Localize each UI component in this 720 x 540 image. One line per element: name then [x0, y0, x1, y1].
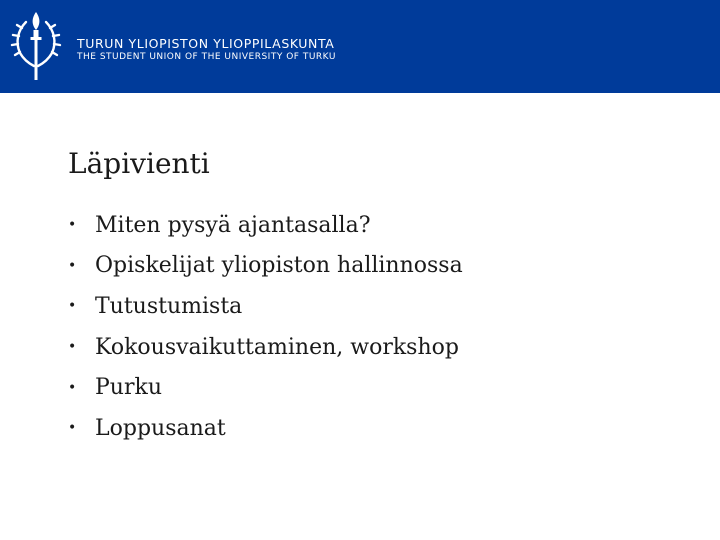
organization-name	[77, 36, 336, 63]
bullet-icon: •	[68, 379, 77, 396]
agenda-item-label: Loppusanat	[95, 415, 226, 441]
agenda-item	[68, 367, 463, 408]
agenda-list	[68, 205, 463, 449]
slide-title: Läpivienti	[68, 147, 210, 180]
bullet-icon: •	[68, 339, 77, 356]
bullet-icon: •	[68, 257, 77, 274]
bullet-icon: •	[68, 217, 77, 234]
organization-name-fi: TURUN YLIOPISTON YLIOPPILASKUNTA	[77, 36, 335, 51]
torch-laurel-logo-icon	[10, 8, 62, 86]
agenda-item-label: Tutustumista	[95, 293, 243, 319]
agenda-item	[68, 246, 463, 287]
agenda-item-label: Purku	[95, 375, 162, 401]
agenda-item	[68, 205, 463, 246]
agenda-item	[68, 408, 463, 449]
agenda-item-label: Opiskelijat yliopiston hallinnossa	[95, 253, 463, 279]
agenda-item	[68, 286, 463, 327]
header-banner	[0, 0, 720, 93]
agenda-item-label: Kokousvaikuttaminen, workshop	[95, 334, 459, 360]
organization-name-en: THE STUDENT UNION OF THE UNIVERSITY OF TURKU	[77, 52, 336, 62]
bullet-icon: •	[68, 420, 77, 437]
bullet-icon: •	[68, 298, 77, 315]
agenda-item-label: Miten pysyä ajantasalla?	[95, 212, 371, 238]
agenda-item	[68, 327, 463, 368]
